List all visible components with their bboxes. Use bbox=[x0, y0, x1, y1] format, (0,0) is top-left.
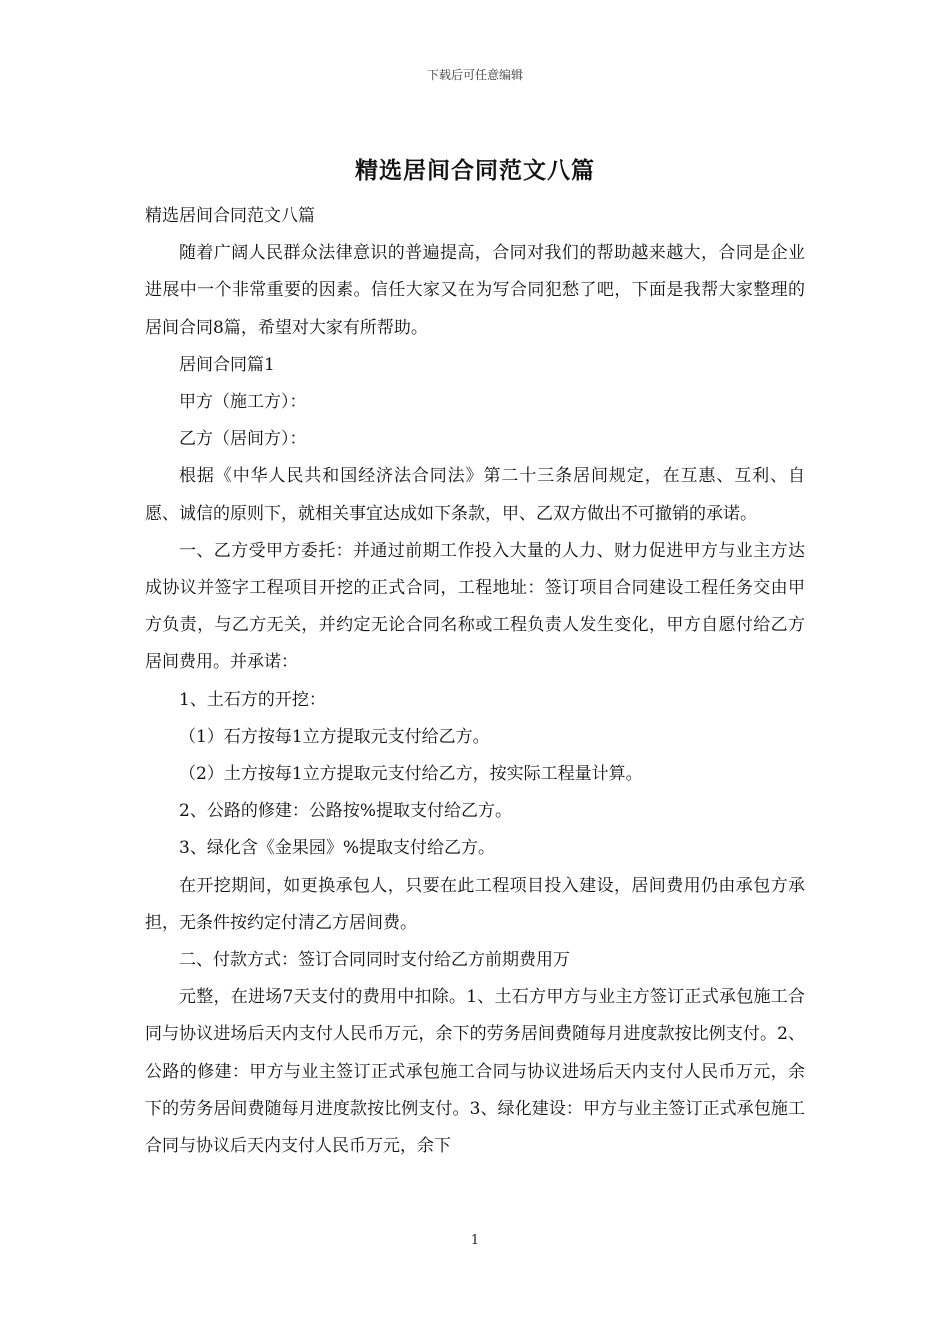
paragraph-item-1: 1、土石方的开挖： bbox=[179, 689, 326, 710]
document-title: 精选居间合同范文八篇 bbox=[355, 157, 595, 184]
paragraph-party-a: 甲方（施工方）： bbox=[179, 392, 307, 413]
paragraph-party-b: 乙方（居间方）： bbox=[179, 429, 307, 450]
paragraph-section-heading: 居间合同篇1 bbox=[179, 354, 275, 375]
paragraph-payment-terms: 元整，在进场7天支付的费用中扣除。1、土石方甲方与业主方签订正式承包施工合同与协议进场后天内支付人民币万元，余下的劳务居间费随每月进度款按比例支付。2、公路的修建：甲方与业主签订正式承包施工合同与协议进场后天内支付人民币万元，余下的劳务居间费随每月进度款按比例支付。3、绿化建设：甲方与业主签订正式承包施工合同与协议后天内支付人民币万元，余下 bbox=[145, 987, 805, 1157]
paragraph-clause-2: 二、付款方式：签订合同同时支付给乙方前期费用万 bbox=[179, 950, 570, 971]
paragraph-preamble: 根据《中华人民共和国经济法合同法》第二十三条居间规定，在互惠、互利、自愿、诚信的原则下，就相关事宜达成如下条款，甲、乙双方做出不可撤销的承诺。 bbox=[145, 466, 805, 524]
paragraph-contractor-change: 在开挖期间，如更换承包人，只要在此工程项目投入建设，居间费用仍由承包方承担，无条件按约定付清乙方居间费。 bbox=[145, 875, 805, 933]
paragraph-intro: 随着广阔人民群众法律意识的普遍提高，合同对我们的帮助越来越大，合同是企业进展中一个非常重要的因素。信任大家又在为写合同犯愁了吧，下面是我帮大家整理的居间合同8篇，希望对大家有所帮助。 bbox=[145, 243, 805, 338]
paragraph-item-2: 2、公路的修建：公路按%提取支付给乙方。 bbox=[179, 801, 512, 822]
document-body bbox=[145, 198, 805, 1165]
paragraph-clause-1: 一、乙方受甲方委托：并通过前期工作投入大量的人力、财力促进甲方与业主方达成协议并签字工程项目开挖的正式合同，工程地址：签订项目合同建设工程任务交由甲方负责，与乙方无关，并约定无论合同名称或工程负责人发生变化，甲方自愿付给乙方居间费用。并承诺： bbox=[145, 540, 805, 673]
paragraph-item-1-2: （2）土方按每1立方提取元支付给乙方，按实际工程量计算。 bbox=[179, 764, 643, 785]
paragraph-item-1-1: （1）石方按每1立方提取元支付给乙方。 bbox=[179, 726, 490, 747]
header-note: 下载后可任意编辑 bbox=[426, 68, 523, 82]
paragraph-item-3: 3、绿化含《金果园》%提取支付给乙方。 bbox=[179, 838, 495, 859]
paragraph-subtitle: 精选居间合同范文八篇 bbox=[145, 206, 315, 226]
page-number: 1 bbox=[470, 1233, 480, 1248]
